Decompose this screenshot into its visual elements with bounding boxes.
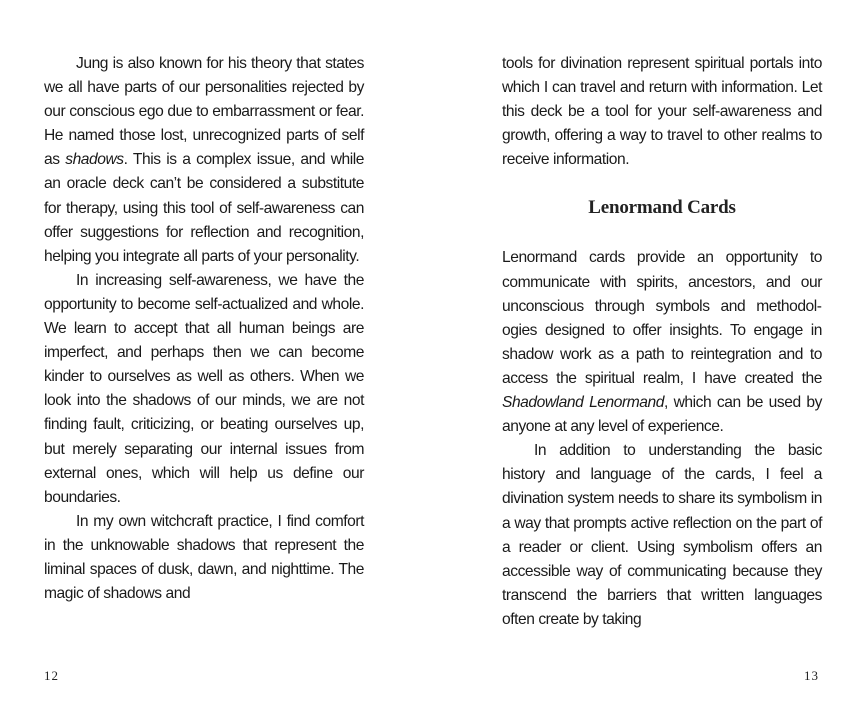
paragraph-jung-shadows	[44, 52, 364, 269]
page-number-left: 12	[44, 668, 59, 683]
paragraph-text: , which can be used by anyone at any level of experience.	[502, 394, 823, 436]
page-number-right: 13	[804, 668, 819, 683]
emphasis-shadows: shadows	[65, 151, 124, 169]
left-page	[44, 52, 364, 606]
emphasis-deck-title: Shadowland Lenormand	[502, 394, 664, 412]
section-heading: Lenormand Cards	[588, 197, 736, 219]
section-heading-wrap	[502, 172, 822, 246]
paragraph-self-awareness: In increasing self-awareness, we have the opportunity to become self-actualized and whole. We learn to accept that all human beings are imperfect, and perhaps then we can become kinder to ourselves as well as others. When we look into the shadows of our minds, we are not finding fault, criticizing, or beating ourselves up, but merely separating our internal issues from external ones, which will help us define our boundaries.	[44, 271, 364, 506]
paragraph-text: Jung is also known for his theory that states we all have parts of our personalities rejected by our conscious ego due to embarrassment or fear. He named those lost, unrecognized parts of self as	[44, 55, 364, 169]
paragraph-symbolism: In addition to understanding the basic history and language of the cards, I feel a divination system needs to share its symbolism in a way that prompts active reflection on the part of a reader or client. Using symbolism offers an accessible way of communicating because they transcend the barriers that written languages often create by taking	[502, 442, 822, 628]
right-page	[502, 52, 822, 632]
paragraph-continuation: tools for divination represent spiritual portals into which I can travel and return with information. Let this deck be a tool for your self-awareness and growth, offering a way to travel to other realms to receive information.	[502, 55, 822, 169]
paragraph-lenormand-intro	[502, 246, 822, 439]
paragraph-text: . This is a complex issue, and while an oracle deck can’t be considered a substitute for therapy, using this tool of self-awareness can offer suggestions for reflection and recognition, helping you integrate all parts of your personality.	[44, 151, 364, 265]
paragraph-witchcraft-practice: In my own witchcraft practice, I find comfort in the unknowable shadows that represent the liminal spaces of dusk, dawn, and nighttime. The magic of shadows and	[44, 512, 364, 603]
paragraph-text: Lenormand cards provide an opportunity to communicate with spirits, ancestors, and our unconscious through symbols and methodologies designed to offer insights. To engage in shadow work as a path to reintegration and to access the spiritual realm, I have created the	[502, 249, 822, 387]
